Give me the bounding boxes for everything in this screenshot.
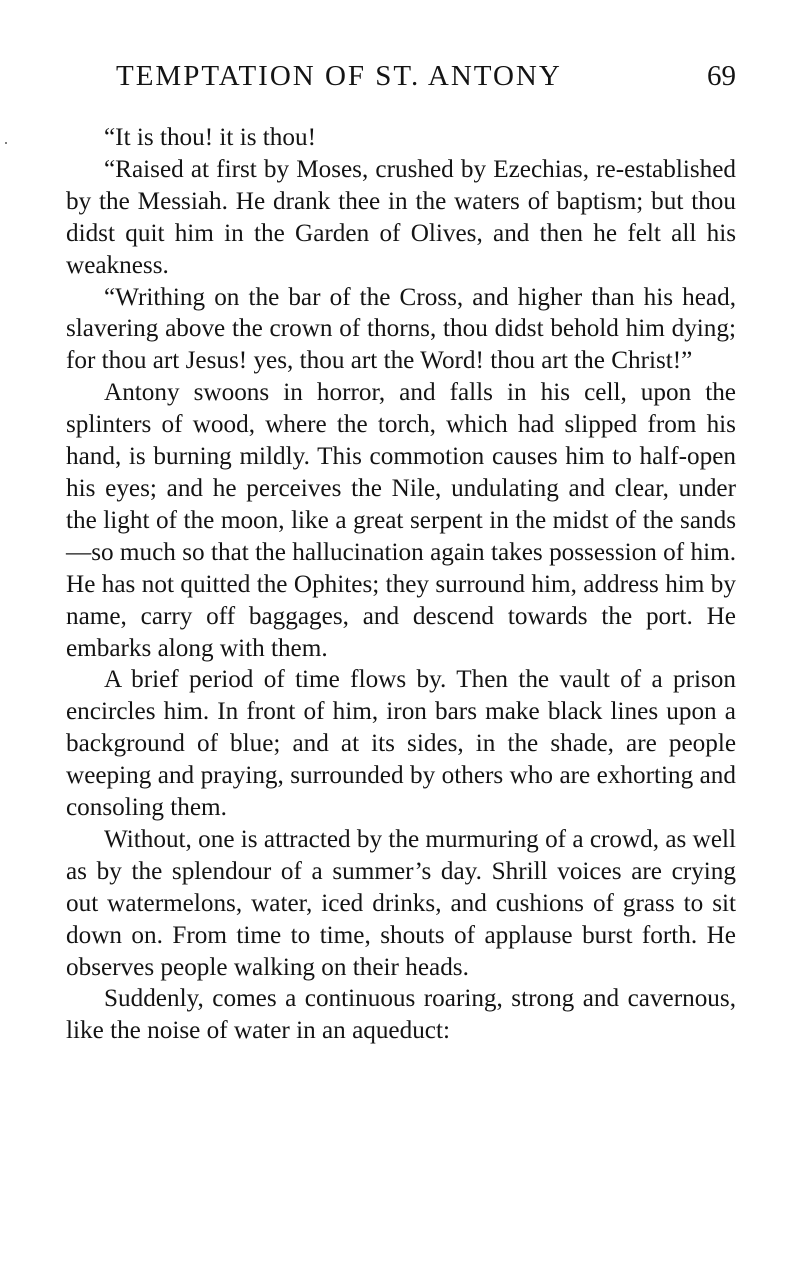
running-title: TEMPTATION OF ST. ANTONY <box>116 60 562 92</box>
paragraph-1: “It is thou! it is thou! <box>104 124 316 151</box>
paragraph-4: Antony swoons in horror, and falls in his cell, upon the splinters of wood, where the torch, which had slipped from his hand, is burning mildly. This commotion causes him to half-open his eyes; and he perceives the Nile, undulating and clear, under the light of the moon, like a great serpent in the midst of the sands—so much so that the hallucination again takes possession of him. He has not quitted the Ophites; they surround him, address him by name, carry off baggages, and descend towards the port. He embarks along with them. <box>66 379 736 662</box>
paragraph-5: A brief period of time flows by. Then the vault of a prison encircles him. In front of him, iron bars make black lines upon a background of blue; and at its sides, in the shade, are people weeping and praying, surrounded by others who are exhorting and consoling them. <box>66 666 736 822</box>
paragraph-3: “Writhing on the bar of the Cross, and higher than his head, slavering above the crown of thorns, thou didst behold him dying; for thou art Jesus! yes, thou art the Word! thou art the Christ!” <box>66 283 736 375</box>
paragraph-7: Suddenly, comes a continuous roaring, strong and cavernous, like the noise of water in an aqueduct: <box>66 985 736 1045</box>
paragraph-2: “Raised at first by Moses, crushed by Ezechias, re-established by the Messiah. He drank thee in the waters of baptism; but thou didst quit him in the Garden of Olives, and then he felt all his weakness. <box>66 155 736 279</box>
margin-mark <box>5 142 7 144</box>
page-number: 69 <box>707 60 736 92</box>
page-header <box>66 58 736 98</box>
paragraph-6: Without, one is attracted by the murmuring of a crowd, as well as by the splendour of a summer’s day. Shrill voices are crying out watermelons, water, iced drinks, and cushions of grass to sit down on. From time to time, shouts of applause burst forth. He observes people walking on their heads. <box>66 825 736 981</box>
body-text <box>66 122 736 1047</box>
